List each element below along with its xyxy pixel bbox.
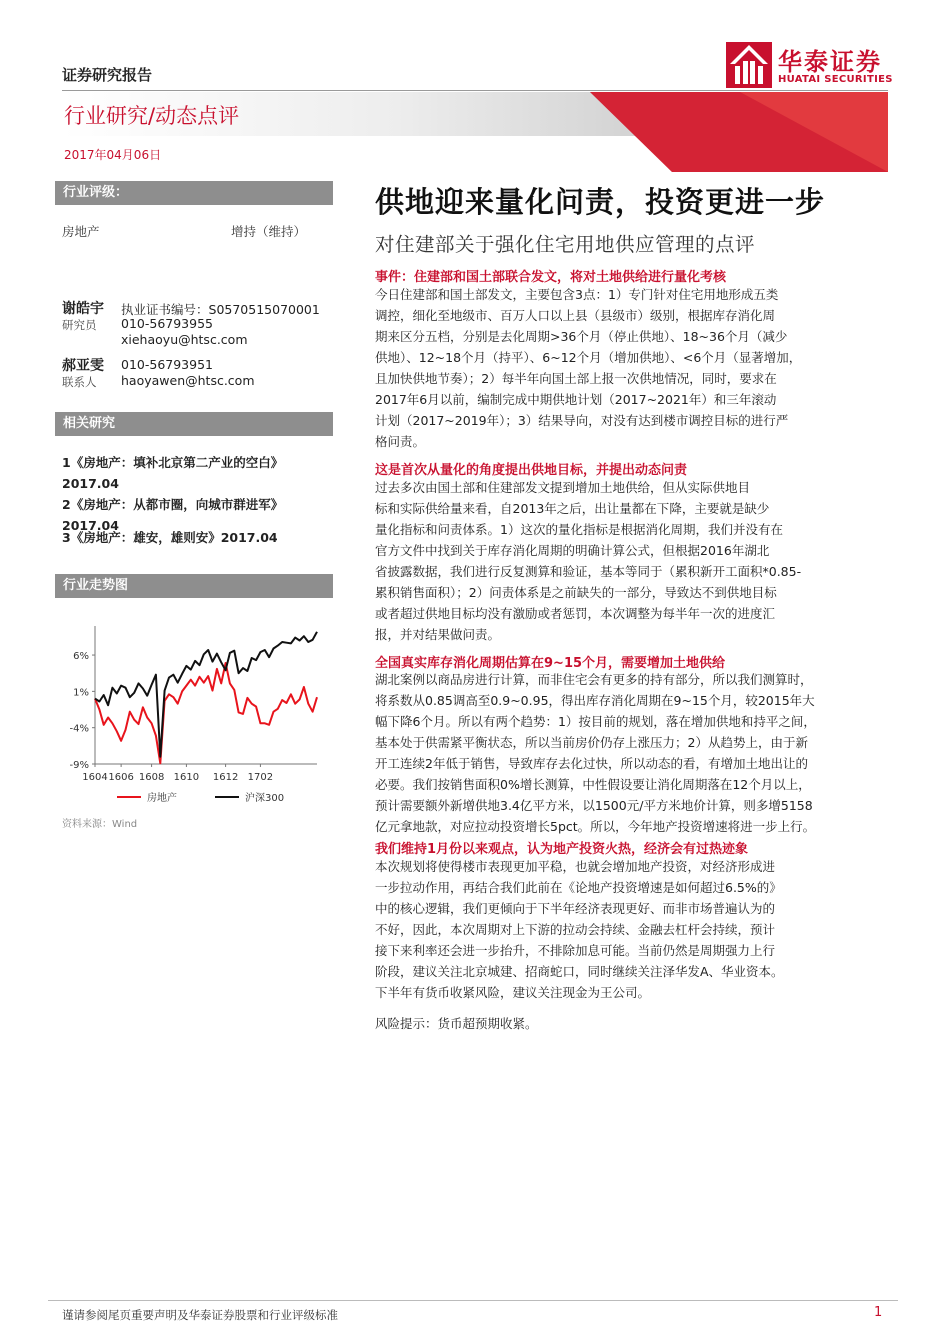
section-heading: 事件：住建部和国土部联合发文，将对土地供给进行量化考核 [375,270,727,285]
body-line: 累积销售面积）；2）问责体系是之前缺失的一部分，导致达不到供地目标 [375,585,777,600]
body-line: 湖北案例以商品房进行计算，而非住宅会有更多的持有部分，所以我们测算时， [375,672,813,687]
y-tick-label: -9% [69,760,89,771]
related-research-header: 相关研究 [55,412,333,436]
body-line: 亿元拿地款，对应拉动投资增长5pct。所以，今年地产投资增速将进一步上行。 [375,819,816,834]
x-tick-label: 1608 [138,772,165,783]
body-line: 必要。我们按销售面积0%增长测算，中性假设要让消化周期落在12个月以上， [375,777,811,792]
contact-phone: 010-56793951 [121,357,213,372]
risk-warning: 风险提示：货币超预期收紧。 [375,1016,538,1031]
rating-header: 行业评级： [55,181,333,205]
body-line: 一步拉动作用，再结合我们此前在《论地产投资增速是如何超过6.5%的》 [375,880,782,895]
banner-accent-shape [590,92,888,172]
section-heading: 我们维持1月份以来观点，认为地产投资火热，经济会有过热迹象 [375,842,749,857]
logo-chinese-name: 华泰证券 [778,48,882,76]
contact-name: 郝亚雯 [62,358,104,374]
body-line: 标和实际供给量来看，自2013年之后，出让量都在下降，主要就是缺少 [375,501,770,516]
analyst-role: 研究员 [62,318,97,332]
body-line: 中的核心逻辑，我们更倾向于下半年经济表现更好、而非市场普遍认为的 [375,901,776,916]
body-line: 基本处于供需紧平衡状态，所以当前房价仍存上涨压力；2）从趋势上，由于新 [375,735,808,750]
related-title: 3《房地产：雄安，雄则安》2017.04 [62,530,278,545]
related-item[interactable] [62,527,278,548]
body-line: 格问责。 [375,434,426,449]
contact-email[interactable]: haoyawen@htsc.com [121,373,255,388]
body-line: 本次规划将使得楼市表现更加平稳，也就会增加地产投资，对经济形成进 [375,859,776,874]
analyst-email[interactable]: xiehaoyu@htsc.com [121,332,248,347]
body-line: 或者超过供地目标均没有激励或者惩罚，本次调整为每半年一次的进度汇 [375,606,776,621]
related-title: 1《房地产：填补北京第二产业的空白》 [62,455,284,470]
page-number: 1 [874,1305,883,1320]
body-line: 开工连续2年低于销售，导致库存去化过快，所以动态的看，有增加土地出让的 [375,756,808,771]
document-type: 证券研究报告 [62,66,153,84]
related-title: 2《房地产：从都市圈，向城市群进军》 [62,497,284,512]
body-line: 省披露数据，我们进行反复测算和验证，基本等同于（累积新开工面积*0.85- [375,564,802,579]
section-heading: 这是首次从量化的角度提出供地目标，并提出动态问责 [375,463,688,478]
report-category: 行业研究/动态点评 [64,104,240,128]
body-line: 2017年6月以前，编制完成中期供地计划（2017~2021年）和三年滚动 [375,392,777,407]
y-tick-label: 6% [73,651,89,663]
body-line: 接下来利率还会进一步抬升，不排除加息可能。当前仍然是周期强力上行 [375,943,776,958]
body-line: 报，并对结果做问责。 [375,627,501,642]
legend-label: 沪深300 [245,793,285,804]
body-line: 期来区分五档，分别是去化周期>36个月（停止供地）、18~36个月（减少 [375,329,788,344]
body-line: 今日住建部和国土部发文，主要包含3点：1）专门针对住宅用地形成五类 [375,287,779,302]
section-body [375,856,890,1003]
body-line: 过去多次由国土部和住建部发文提到增加土地供给，但从实际供地目 [375,480,751,495]
chart-source: 资料来源：Wind [62,819,138,830]
analyst-phone: 010-56793955 [121,316,213,331]
cert-label: 执业证书编号： [121,302,209,317]
related-year: 2017.04 [62,518,119,533]
body-line: 官方文件中找到关于库存消化周期的明确计算公式，但根据2016年湖北 [375,543,770,558]
x-tick-label: 1612 [212,772,239,783]
x-tick-label: 1610 [173,772,200,783]
logo-english-name: HUATAI SECURITIES [778,74,893,85]
trend-chart-header: 行业走势图 [55,574,333,598]
header-rule [62,90,888,91]
body-line: 且加快供地节奏）；2）每半年向国土部上报一次供地情况，同时，要求在 [375,371,777,386]
huatai-logo-icon [726,42,772,88]
related-item[interactable] [62,452,283,494]
x-tick-label: 1606 [108,772,134,783]
body-line: 计划（2017~2019年）；3）结果导向，对没有达到楼市调控目标的进行严 [375,413,789,428]
report-title: 供地迎来量化问责，投资更进一步 [375,185,826,219]
industry-trend-chart [55,606,335,814]
body-line: 不好，因此，本次周期对上下游的拉动会持续、金融去杠杆会持续，预计 [375,922,776,937]
industry-rating: 增持（维持） [231,224,307,239]
y-tick-label: 1% [73,687,89,699]
legend-label: 房地产 [147,793,177,804]
industry-name: 房地产 [62,224,100,239]
cert-number: S0570515070001 [208,302,320,317]
contact-role: 联系人 [62,375,97,389]
body-line: 阶段，建议关注北京城建、招商蛇口，同时继续关注泽华发A、华业资本。 [375,964,784,979]
related-year: 2017.04 [62,476,119,491]
analyst-name: 谢皓宇 [62,301,104,317]
x-tick-label: 1604 [82,772,108,783]
body-line: 调控，细化至地级市、百万人口以上县（县级市）级别，根据库存消化周 [375,308,776,323]
series-line-real-estate [95,663,317,763]
report-date: 2017年04月06日 [64,148,162,162]
body-line: 下半年有货币收紧风险，建议关注现金为王公司。 [375,985,651,1000]
body-line: 将系数从0.85调高至0.9~0.95，得出库存消化周期在9~15个月，较2015年大 [375,693,815,708]
report-subtitle: 对住建部关于强化住宅用地供应管理的点评 [375,233,756,256]
company-logo [726,42,896,88]
body-line: 量化指标和问责体系。1）这次的量化指标是根据消化周期，我们并没有在 [375,522,783,537]
section-heading: 全国真实库存消化周期估算在9~15个月，需要增加土地供给 [375,656,726,671]
x-tick-label: 1702 [247,772,274,783]
y-tick-label: -4% [69,723,89,735]
body-line: 预计需要额外新增供地3.4亿平方米，以1500元/平方米地价计算，则多增5158 [375,798,813,813]
section-body [375,284,890,452]
section-body [375,669,890,837]
series-line-csi300 [95,632,317,757]
footer-rule [48,1300,898,1301]
body-line: 供地）、12~18个月（持平）、6~12个月（增加供地）、<6个月（显著增加， [375,350,802,365]
section-body [375,477,890,645]
footer-disclaimer[interactable]: 谨请参阅尾页重要声明及华泰证券股票和行业评级标准 [62,1308,338,1322]
body-line: 幅下降6个月。所以有两个趋势：1）按目前的规划，落在增加供地和持平之间， [375,714,816,729]
